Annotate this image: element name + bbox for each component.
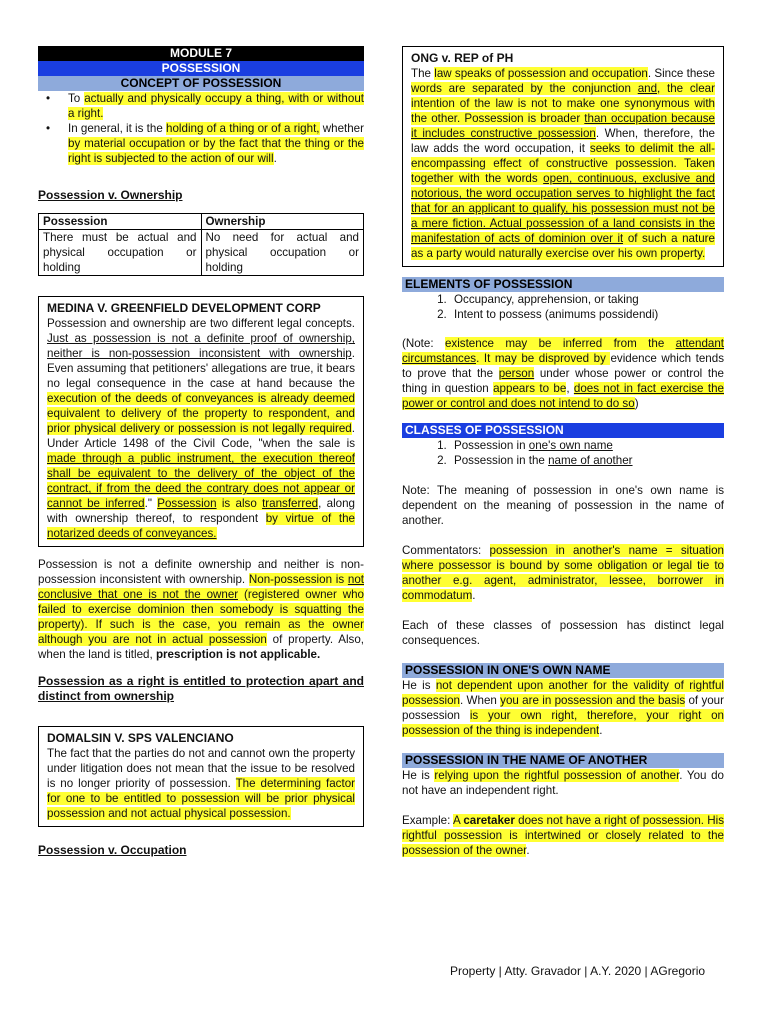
text: To (68, 92, 85, 105)
bold: prescription is not applicable. (155, 648, 321, 661)
list-item (450, 438, 724, 453)
highlight: than occupation because it includes constructive possession (411, 112, 715, 140)
highlight: appears to be (493, 382, 567, 395)
list-item: 2. Intent to possess (animums possidendi) (450, 307, 724, 322)
highlight: made through a public instrument, the execution thereof shall be equivalent to the delivery of the object of the contract, if from the deed the contrary does not appear or cannot be inferred (47, 452, 355, 510)
text: Commentators: (402, 544, 490, 557)
table-row (39, 230, 364, 276)
table-header: Ownership (201, 214, 364, 230)
medina-case-box (38, 296, 364, 547)
case-text (411, 66, 715, 261)
possession-v-occupation-heading: Possession v. Occupation (38, 843, 187, 857)
text: . When, therefore, the law adds the word occupation, it (411, 127, 715, 155)
highlight: notarized deeds of conveyances. (47, 527, 217, 540)
list-item (450, 453, 724, 468)
possession-v-ownership-heading: Possession v. Ownership (38, 188, 183, 202)
text: ) (634, 397, 639, 410)
text: He is (402, 769, 435, 782)
elements-list (402, 292, 724, 322)
highlight: does not in fact exercise the power or control and does not intend to do so (402, 382, 724, 410)
highlight: caretaker (463, 814, 515, 827)
page-footer: Property | Atty. Gravador | A.Y. 2020 | AGregorio (450, 964, 706, 978)
underline: name of another (548, 454, 633, 467)
highlight: of such a nature as a party would naturally exercise over his own property. (411, 232, 715, 260)
concept-list (38, 91, 364, 166)
case-title: MEDINA V. GREENFIELD DEVELOPMENT CORP (47, 301, 321, 315)
highlight: . It may be disproved by (476, 352, 611, 365)
highlight: is your own right, therefore, your right on possession of the thing is independent (402, 709, 724, 737)
text: . Even assuming that petitioners' allegations are true, it bears no legal consequence in the case at hand because the (47, 347, 355, 390)
case-title: ONG v. REP of PH (411, 51, 514, 65)
highlight: words are separated by the conjunction (411, 82, 638, 95)
text: (Note: (402, 337, 445, 350)
highlight: The determining factor for one to be entitled to possession will be prior physical possession and not actual physical possession. (47, 777, 355, 820)
list-item: 1. Occupancy, apprehension, or taking (450, 292, 724, 307)
text: The fact that the parties do not and cannot own the property under litigation does not mean that the issue to be resolved is no longer priority of possession. (47, 747, 355, 790)
right-protection-heading: Possession as a right is entitled to protection apart and distinct from ownership (38, 674, 364, 703)
underline: one's own name (528, 439, 613, 452)
table-cell: No need for actual and physical occupation or holding (201, 230, 364, 276)
list-item (68, 121, 364, 166)
highlight: holding of a thing or of a right, (166, 122, 320, 135)
note2-paragraph: Note: The meaning of possession in one's own name is dependent on the meaning of possession in the name of another. (402, 484, 724, 527)
case-text (47, 746, 355, 821)
text: Example: (402, 814, 453, 827)
ong-case-box (402, 46, 724, 267)
highlight: existence may be inferred from the (444, 337, 676, 350)
another-name-paragraph (402, 768, 724, 798)
text: In general, it is the (68, 122, 167, 135)
text: ." (144, 497, 158, 510)
text: . Since these (647, 67, 715, 80)
another-name-heading: POSSESSION IN THE NAME OF ANOTHER (402, 753, 724, 768)
highlight: (registered owner who failed to exercise dominion then somebody is squatting the property). If such is the case, you remain as the owner although you are not in actual possession (38, 588, 364, 646)
text: . When (460, 694, 501, 707)
table-cell: There must be actual and physical occupation or holding (39, 230, 202, 276)
text: Possession is not a definite ownership and neither is non-possession inconsistent with ownership. (38, 558, 364, 586)
own-name-heading: POSSESSION IN ONE'S OWN NAME (402, 663, 724, 678)
highlight: not dependent upon another for the validity of rightful possession (402, 679, 724, 707)
highlight: not conclusive that one is not the owner (38, 573, 365, 601)
each-paragraph: Each of these classes of possession has distinct legal consequences. (402, 619, 724, 647)
text: , (566, 382, 574, 395)
highlight: Possession (157, 497, 217, 510)
own-name-paragraph (402, 678, 724, 738)
highlight: law speaks of possession and occupation (434, 67, 648, 80)
highlight: does not have a right of possession. His rightful possession is intertwined or closely related to the possession of the owner (402, 814, 724, 857)
text: . (526, 844, 530, 857)
highlight: actually and physically occupy a thing, with or without a right. (68, 92, 364, 120)
text: The (411, 67, 435, 80)
highlight: attendant circumstances (402, 337, 725, 365)
text: Possession in the (454, 454, 549, 467)
possession-paragraph (38, 557, 364, 662)
concept-heading: CONCEPT OF POSSESSION (38, 76, 364, 91)
classes-heading: CLASSES OF POSSESSION (402, 423, 724, 438)
highlight: by virtue of the (265, 512, 355, 525)
underline: Just as possession is not a definite proof of ownership, neither is non-possession inconsistent with ownership (47, 332, 355, 360)
text: . (273, 152, 277, 165)
highlight: seeks to delimit the all-encompassing effect of constructive possession. Taken together with the words (411, 142, 715, 185)
text: . (472, 589, 476, 602)
highlight: open, continuous, exclusive and notorious, the word occupation serves to highlight the fact that for an applicant to qualify, his possession must not be a mere fiction. Actual possession of a land consists in the manifestation of acts of dominion over it (411, 172, 715, 245)
text: Possession in (454, 439, 529, 452)
domalsin-case-box (38, 726, 364, 827)
text: of your possession (402, 694, 724, 722)
text: . You do not have an independent right. (402, 769, 724, 797)
highlight: you are in possession and the basis (500, 694, 686, 707)
text: of property. Also, when the land is titled, (38, 633, 364, 661)
module-title: MODULE 7 (38, 46, 364, 61)
case-title: DOMALSIN V. SPS VALENCIANO (47, 731, 234, 745)
highlight: , the clear intention of the law is not to make one synonymous with the other. Possession is broader (411, 82, 715, 125)
text: evidence which tends to prove that the (402, 352, 724, 380)
left-column (38, 46, 364, 858)
highlight: person (498, 367, 535, 380)
highlight: by material occupation or by the fact that the thing or the right is subjected to the action of our will (68, 137, 364, 165)
elements-heading: ELEMENTS OF POSSESSION (402, 277, 724, 292)
table-header-row (39, 214, 364, 230)
text: He is (402, 679, 436, 692)
topic-title: POSSESSION (38, 61, 364, 76)
classes-list (402, 438, 724, 468)
highlight: execution of the deeds of conveyances is already deemed equivalent to delivery of the property to respondent, and prior physical delivery or possession is not legally required (47, 392, 355, 435)
text: . (599, 724, 603, 737)
right-column (402, 46, 724, 858)
highlight: possession in another's name = situation where possessor is bound by some obligation or legal tie to another e.g. agent, administrator, lessee, borrower in commodatum (402, 544, 724, 602)
highlight: is also (216, 497, 263, 510)
text: . Under Article 1498 of the Civil Code, "when the sale is (47, 422, 355, 450)
commentators-paragraph (402, 543, 724, 603)
highlight: Non-possession is (248, 573, 348, 586)
text: , along with ownership thereof, to respondent (47, 497, 356, 525)
comparison-table (38, 213, 364, 276)
note-paragraph (402, 336, 724, 411)
table-header: Possession (39, 214, 202, 230)
list-item (68, 91, 364, 121)
case-text (47, 316, 355, 541)
text: Possession and ownership are two different legal concepts. (47, 317, 355, 330)
highlight: relying upon the rightful possession of another (434, 769, 680, 782)
highlight: and (637, 82, 658, 95)
text: whether (319, 122, 364, 135)
example-paragraph (402, 813, 724, 858)
text: under whose power or control the thing in question (402, 367, 725, 395)
highlight: A (452, 814, 464, 827)
highlight: transferred (262, 497, 319, 510)
